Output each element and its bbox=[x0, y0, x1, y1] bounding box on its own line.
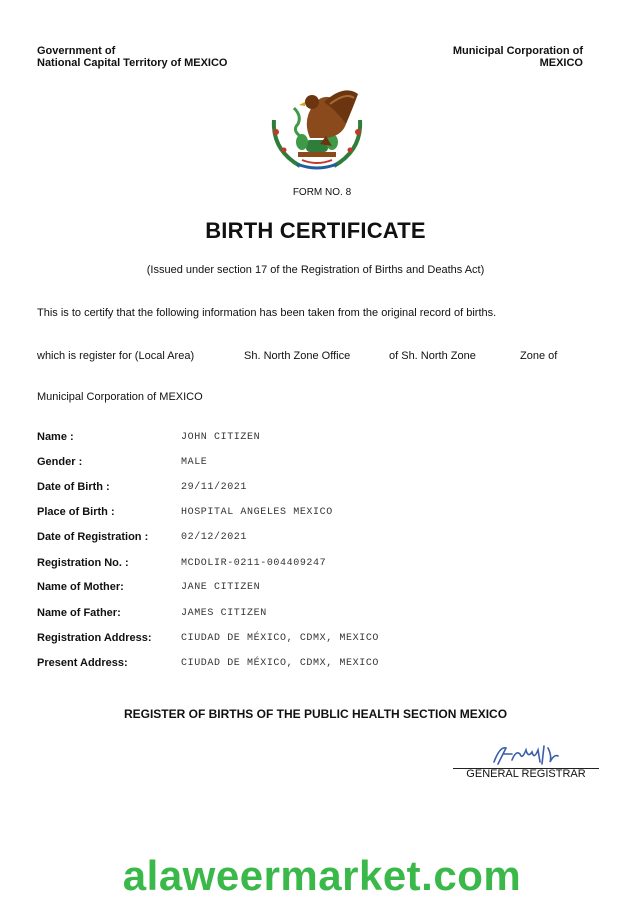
detail-value: MCDOLIR-0211-004409247 bbox=[181, 558, 327, 569]
detail-value: JOHN CITIZEN bbox=[181, 432, 261, 443]
signature-role: GENERAL REGISTRAR bbox=[466, 768, 586, 780]
footer-register-note: REGISTER OF BIRTHS OF THE PUBLIC HEALTH SECTION MEXICO bbox=[123, 707, 508, 721]
detail-value: MALE bbox=[181, 457, 208, 468]
detail-label: Name of Mother: bbox=[37, 581, 124, 593]
detail-value: 02/12/2021 bbox=[181, 532, 248, 543]
detail-label: Date of Birth : bbox=[37, 481, 110, 493]
detail-label: Registration Address: bbox=[37, 632, 152, 644]
detail-value: JAMES CITIZEN bbox=[181, 608, 267, 619]
header-right-block bbox=[453, 45, 583, 69]
detail-label: Present Address: bbox=[37, 657, 128, 669]
detail-value: JANE CITIZEN bbox=[181, 582, 261, 593]
signature-icon bbox=[490, 740, 562, 768]
document-title: BIRTH CERTIFICATE bbox=[205, 218, 426, 243]
detail-row-date-of-birth bbox=[37, 481, 597, 497]
detail-row-present-address bbox=[37, 657, 597, 673]
coat-of-arms-eagle-icon bbox=[262, 80, 372, 172]
detail-label: Name of Father: bbox=[37, 607, 121, 619]
certify-statement: This is to certify that the following information has been taken from the original record of births. bbox=[37, 307, 497, 319]
header-right-line1: Municipal Corporation of bbox=[452, 45, 583, 57]
document-subtitle: (Issued under section 17 of the Registration of Births and Deaths Act) bbox=[146, 264, 485, 276]
header-left-line2: National Capital Territory of MEXICO bbox=[37, 57, 228, 69]
municipal-line: Municipal Corporation of MEXICO bbox=[37, 391, 203, 403]
form-number: FORM NO. 8 bbox=[292, 187, 352, 198]
header-left-line1: Government of bbox=[37, 45, 116, 57]
register-line-part1: which is register for (Local Area) bbox=[37, 350, 195, 362]
detail-label: Name : bbox=[37, 431, 74, 443]
detail-row-mother bbox=[37, 581, 597, 597]
register-line-part4: Zone of bbox=[520, 350, 558, 362]
detail-value: 29/11/2021 bbox=[181, 482, 248, 493]
detail-label: Date of Registration : bbox=[37, 531, 149, 543]
detail-row-registration-no bbox=[37, 557, 597, 573]
register-line-part2: Sh. North Zone Office bbox=[244, 350, 351, 362]
detail-label: Registration No. : bbox=[37, 557, 129, 569]
header-right-line2: MEXICO bbox=[539, 57, 583, 69]
detail-row-date-of-registration bbox=[37, 531, 597, 547]
detail-row-father bbox=[37, 607, 597, 623]
detail-value: HOSPITAL ANGELES MEXICO bbox=[181, 507, 333, 518]
register-line-part3: of Sh. North Zone bbox=[389, 350, 476, 362]
detail-row-name bbox=[37, 431, 597, 447]
header-left-block bbox=[37, 45, 228, 69]
detail-label: Gender : bbox=[37, 456, 83, 468]
detail-label: Place of Birth : bbox=[37, 506, 115, 518]
detail-row-place-of-birth bbox=[37, 506, 597, 522]
detail-value: CIUDAD DE MÉXICO, CDMX, MEXICO bbox=[181, 658, 380, 669]
detail-row-gender bbox=[37, 456, 597, 472]
detail-row-registration-address bbox=[37, 632, 597, 648]
detail-value: CIUDAD DE MÉXICO, CDMX, MEXICO bbox=[181, 633, 380, 644]
watermark-text: alaweermarket.com bbox=[122, 852, 522, 899]
